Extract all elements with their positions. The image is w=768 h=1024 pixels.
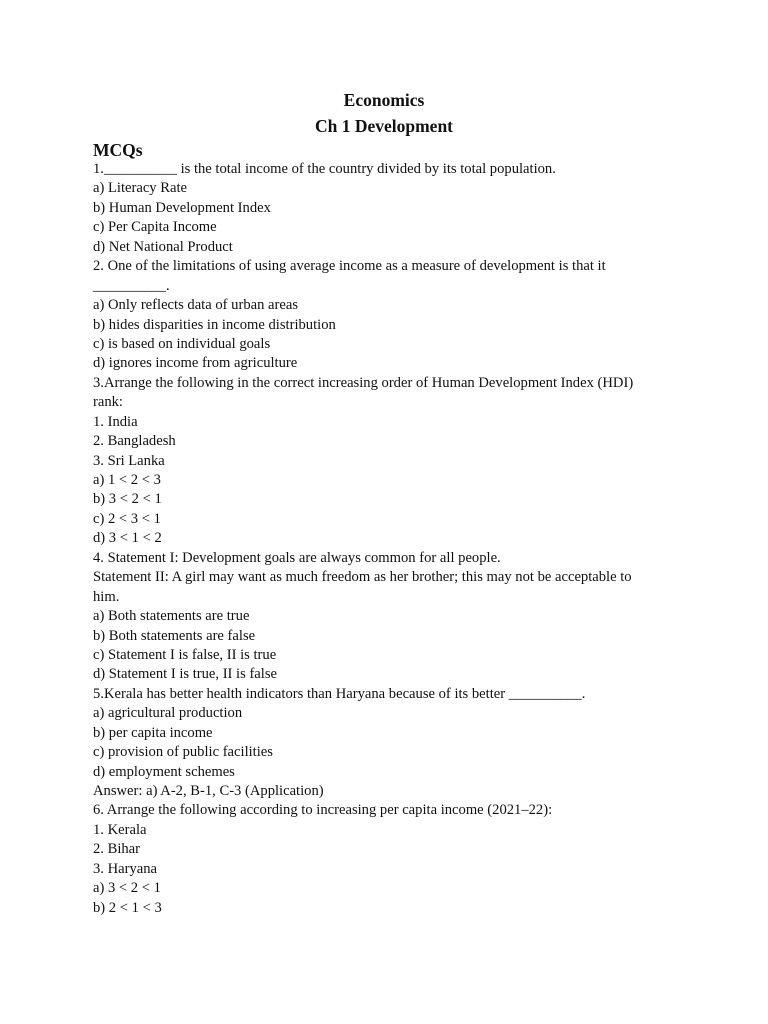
text-line: b) hides disparities in income distribution bbox=[93, 316, 336, 333]
text-line: 2. Bihar bbox=[93, 841, 141, 858]
question-list bbox=[93, 160, 683, 918]
text-line: d) ignores income from agriculture bbox=[93, 355, 298, 372]
text-line: c) is based on individual goals bbox=[93, 335, 271, 352]
text-line: rank: bbox=[93, 394, 123, 411]
text-line: 6. Arrange the following according to increasing per capita income (2021–22): bbox=[93, 802, 553, 819]
text-line: 5.Kerala has better health indicators than Haryana because of its better __________. bbox=[93, 685, 586, 702]
section-heading: MCQs bbox=[93, 140, 143, 160]
text-line: a) Both statements are true bbox=[93, 608, 250, 625]
text-line: 1. India bbox=[93, 413, 138, 430]
text-line: 4. Statement I: Development goals are always common for all people. bbox=[93, 549, 501, 566]
text-line: d) employment schemes bbox=[93, 763, 235, 780]
text-line: c) provision of public facilities bbox=[93, 744, 273, 761]
text-line: c) Per Capita Income bbox=[93, 219, 217, 236]
text-line: 3. Haryana bbox=[93, 860, 158, 877]
text-line: c) Statement I is false, II is true bbox=[93, 646, 277, 663]
text-line: 1. Kerala bbox=[93, 821, 147, 838]
text-line: b) Human Development Index bbox=[93, 199, 271, 216]
text-line: 3. Sri Lanka bbox=[93, 452, 165, 469]
text-line: a) agricultural production bbox=[93, 705, 243, 722]
text-line: a) Literacy Rate bbox=[93, 180, 187, 197]
text-line: c) 2 < 3 < 1 bbox=[93, 510, 161, 527]
text-line: b) Both statements are false bbox=[93, 627, 256, 644]
text-line: __________. bbox=[93, 277, 170, 294]
text-line: d) Net National Product bbox=[93, 238, 233, 255]
text-line: d) 3 < 1 < 2 bbox=[93, 530, 162, 547]
text-line: him. bbox=[93, 588, 120, 605]
text-line: d) Statement I is true, II is false bbox=[93, 666, 277, 683]
text-line: b) 3 < 2 < 1 bbox=[93, 491, 162, 508]
chapter-title: Ch 1 Development bbox=[314, 116, 454, 136]
text-line: 3.Arrange the following in the correct increasing order of Human Development Index (HDI) bbox=[93, 374, 634, 391]
text-line: a) 3 < 2 < 1 bbox=[93, 880, 161, 897]
text-line: 2. One of the limitations of using average income as a measure of development is that it bbox=[93, 258, 606, 275]
text-line: Answer: a) A-2, B-1, C-3 (Application) bbox=[93, 783, 324, 799]
text-line: a) Only reflects data of urban areas bbox=[93, 297, 299, 314]
subject-title: Economics bbox=[343, 90, 425, 110]
text-line: b) 2 < 1 < 3 bbox=[93, 899, 162, 916]
text-line: b) per capita income bbox=[93, 724, 213, 741]
text-line: a) 1 < 2 < 3 bbox=[93, 472, 161, 488]
text-line: 1.__________ is the total income of the country divided by its total population. bbox=[93, 161, 556, 177]
text-line: Statement II: A girl may want as much freedom as her brother; this may not be acceptable to bbox=[93, 569, 632, 586]
text-line: 2. Bangladesh bbox=[93, 433, 176, 450]
